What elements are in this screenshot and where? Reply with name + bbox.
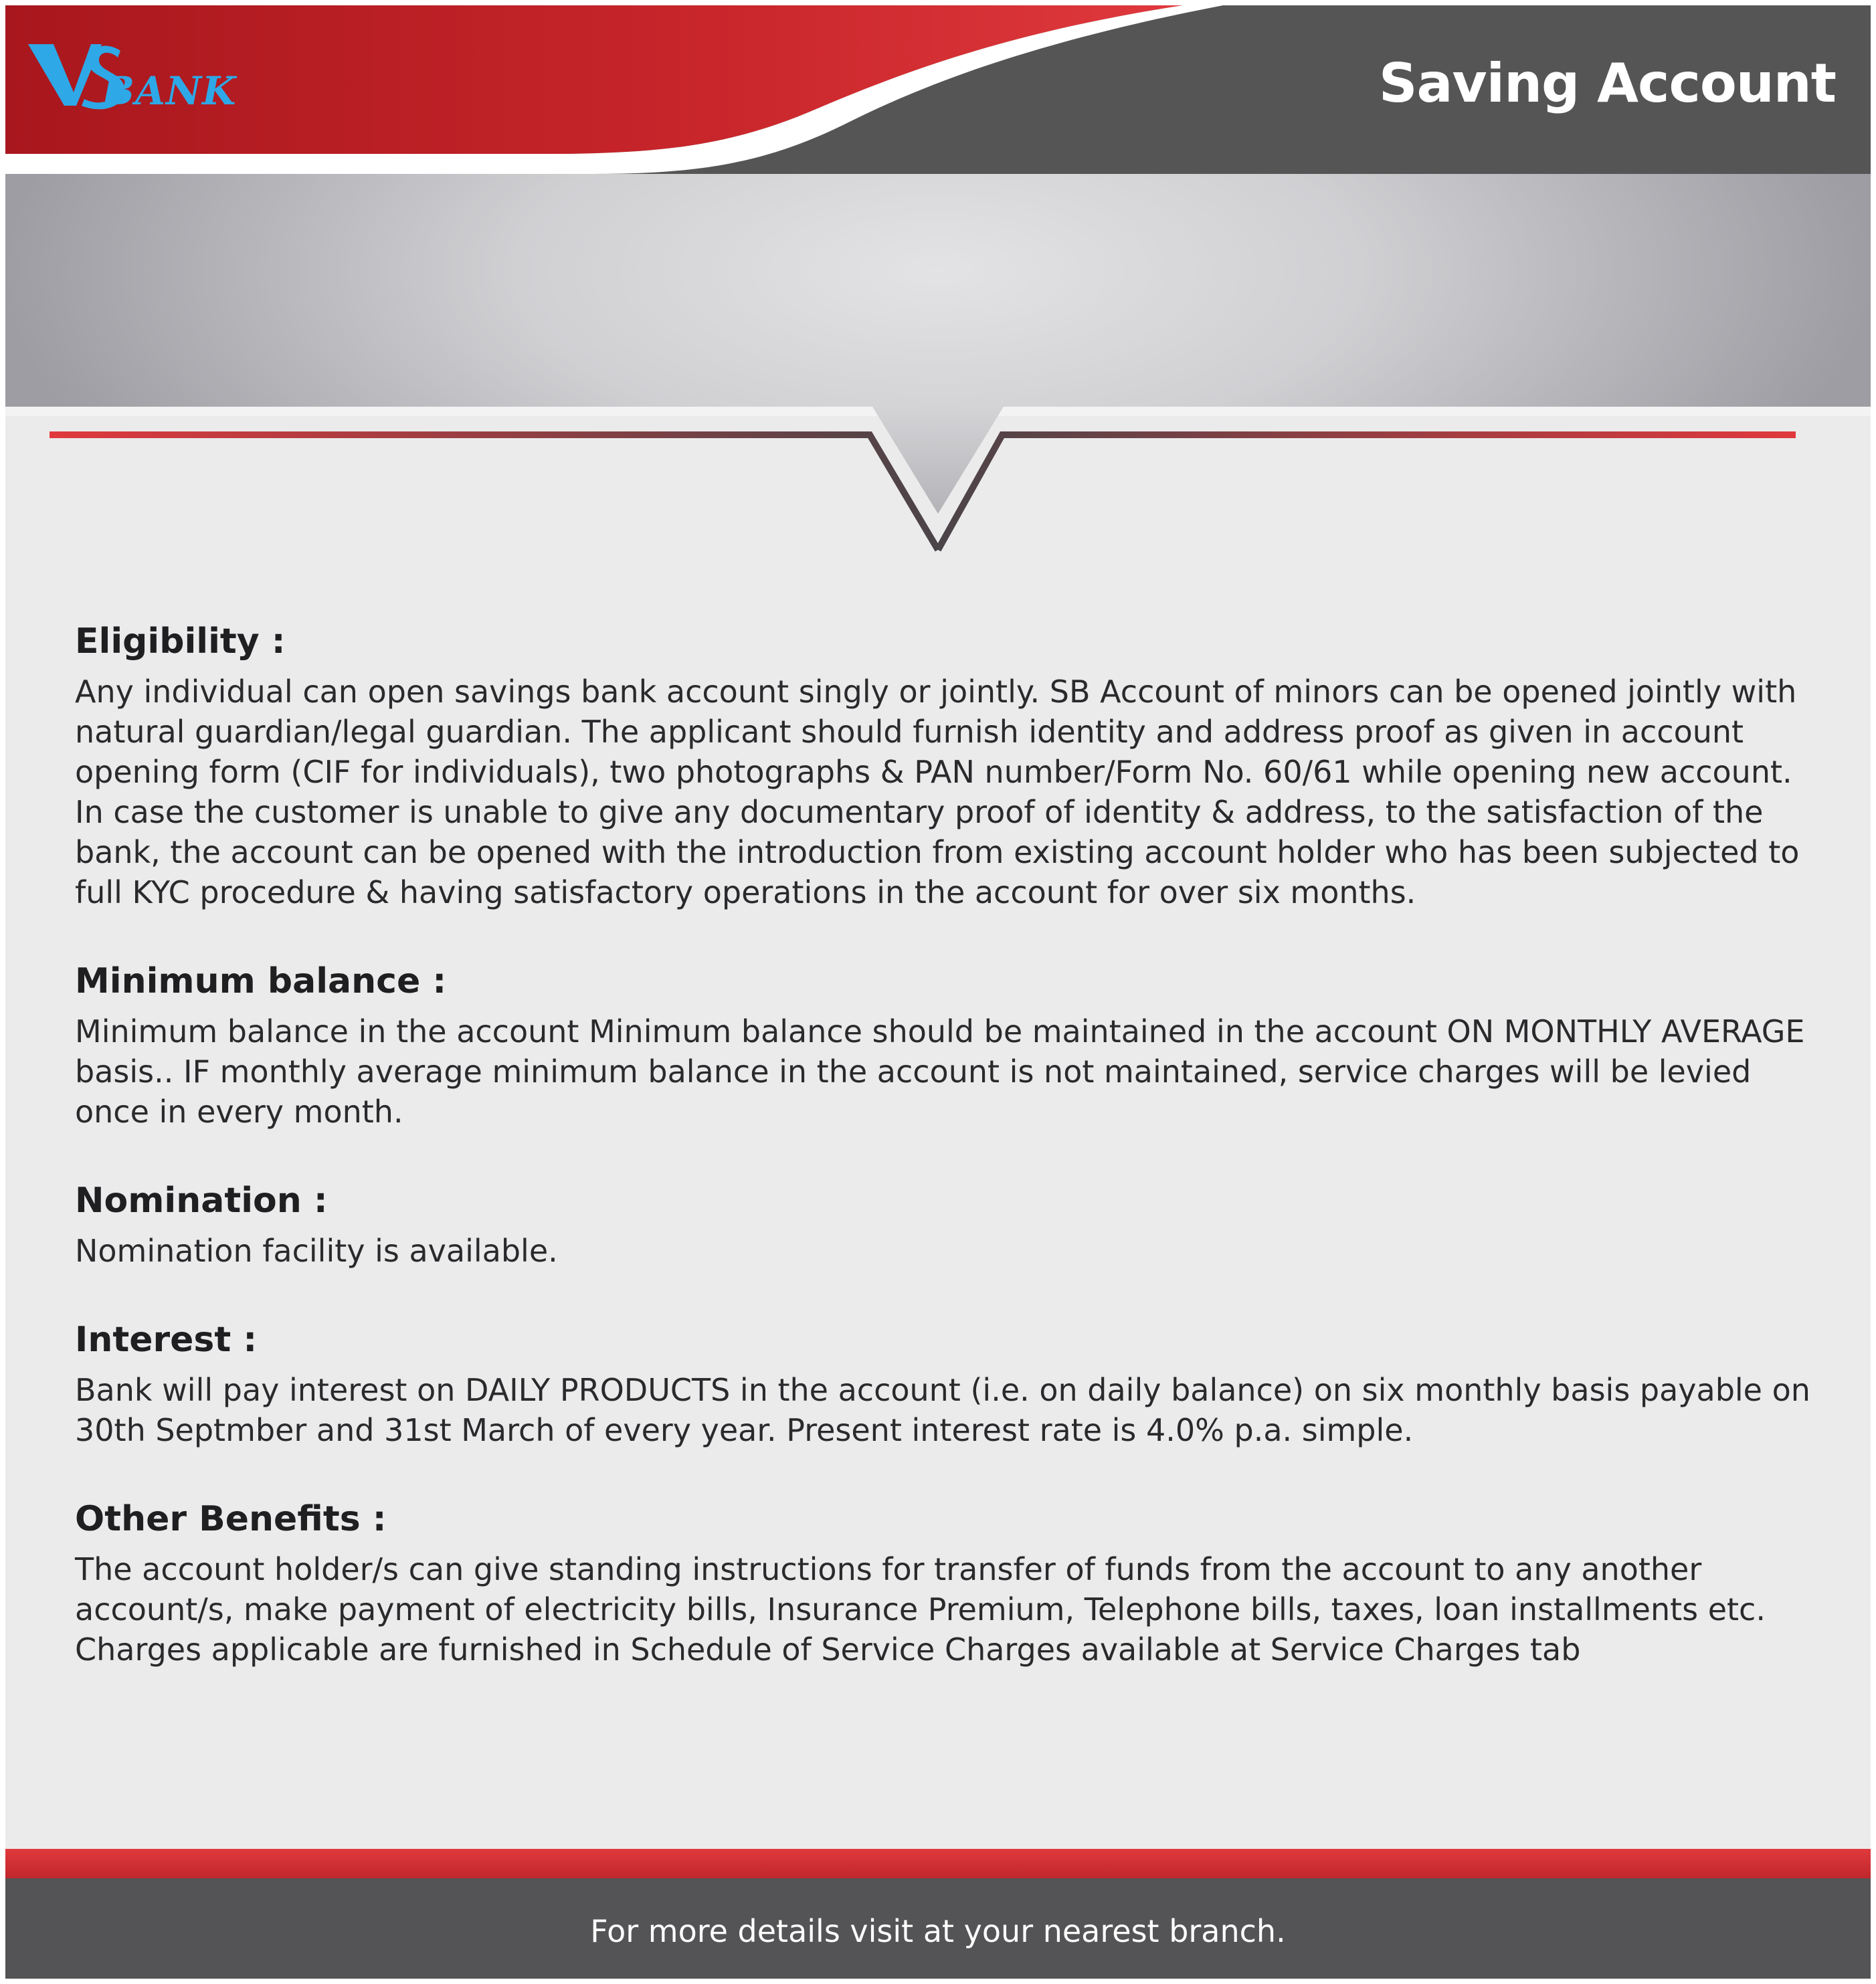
section-nomination: [75, 1179, 1814, 1271]
section-heading: Other Benefits :: [75, 1499, 387, 1539]
banner-gradient: [5, 174, 1871, 416]
bank-logo[interactable]: [27, 33, 281, 134]
section-eligibility: [75, 619, 1814, 912]
page-title: Saving Account: [1378, 52, 1836, 114]
section-body: Bank will pay interest on DAILY PRODUCTS in the account (i.e. on daily balance) on six monthly basis payable on 30th Septmber and 31st March of every year. Present interest rate is 4.0% p.a. simple.: [75, 1372, 1810, 1448]
section-minimum-balance: [75, 959, 1814, 1132]
header: [5, 5, 1871, 174]
section-heading: Interest :: [75, 1320, 258, 1360]
section-body: Any individual can open savings bank account singly or jointly. SB Account of minors can be opened jointly with natural guardian/legal guardian. The applicant should furnish identity and address proof as given in account opening form (CIF for individuals), two photographs & PAN number/Form No. 60/61 while opening new account. In case the customer is unable to give any documentary proof of identity & address, to the satisfaction of the bank, the account can be opened with the introduction from existing account holder who has been subjected to full KYC procedure & having satisfactory operations in the account for over six months.: [75, 674, 1800, 910]
section-other-benefits: [75, 1497, 1814, 1670]
section-body: Minimum balance in the account Minimum balance should be maintained in the account ON MONTHLY AVERAGE basis.. IF monthly average minimum balance in the account is not maintained, service charges will be levied once in every month.: [75, 1013, 1805, 1130]
footer: [5, 1878, 1871, 1979]
section-heading: Nomination :: [75, 1181, 328, 1221]
saving-account-flyer: [5, 5, 1871, 1979]
section-heading: Minimum balance :: [75, 961, 447, 1001]
footer-stripe: [5, 1849, 1871, 1878]
notch-divider: [5, 407, 1871, 567]
section-heading: Eligibility :: [75, 621, 286, 662]
section-body: The account holder/s can give standing instructions for transfer of funds from the account to any another account/s, make payment of electricity bills, Insurance Premium, Telephone bills, taxes, loan installments etc. Charges applicable are furnished in Schedule of Service Charges available at Service Charges tab: [75, 1551, 1766, 1668]
footer-text: For more details visit at your nearest branch.: [590, 1913, 1286, 1949]
section-interest: [75, 1318, 1814, 1450]
content: [75, 619, 1814, 1716]
logo-text: BANK: [102, 68, 237, 114]
section-body: Nomination facility is available.: [75, 1233, 558, 1269]
